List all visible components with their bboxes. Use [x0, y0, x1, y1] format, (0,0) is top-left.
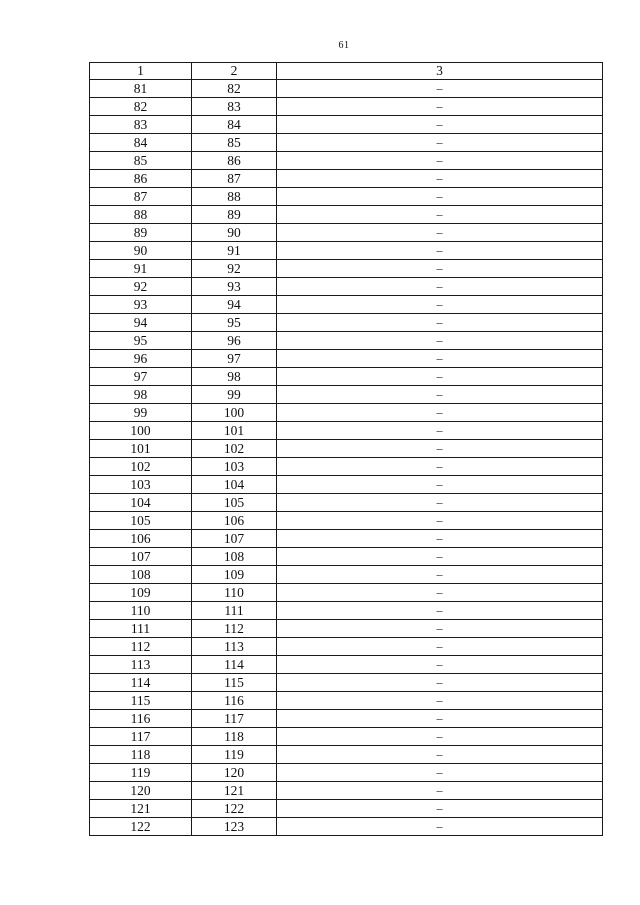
table-row: [90, 224, 603, 242]
table-cell-col-1: 106: [90, 530, 192, 548]
table-cell-col-2: 119: [192, 746, 277, 764]
table-cell-col-1: 119: [90, 764, 192, 782]
table-cell-col-1: 101: [90, 440, 192, 458]
table-cell-col-1: 111: [90, 620, 192, 638]
table-cell-col-2: 118: [192, 728, 277, 746]
table-row: [90, 692, 603, 710]
table-cell-col-3: –: [277, 584, 603, 602]
table-row: [90, 710, 603, 728]
table-cell-col-2: 90: [192, 224, 277, 242]
table-cell-col-2: 107: [192, 530, 277, 548]
table-cell-col-3: –: [277, 494, 603, 512]
table-row: [90, 80, 603, 98]
table-cell-col-3: –: [277, 764, 603, 782]
table-row: [90, 314, 603, 332]
table-cell-col-2: 99: [192, 386, 277, 404]
table-row: [90, 440, 603, 458]
table-cell-col-3: –: [277, 674, 603, 692]
table-cell-col-1: 98: [90, 386, 192, 404]
table-cell-col-1: 83: [90, 116, 192, 134]
table-row: [90, 188, 603, 206]
table-cell-col-1: 99: [90, 404, 192, 422]
table-cell-col-2: 109: [192, 566, 277, 584]
table-cell-col-2: 89: [192, 206, 277, 224]
table-row: [90, 278, 603, 296]
table-cell-col-2: 122: [192, 800, 277, 818]
table-row: [90, 638, 603, 656]
table-cell-col-2: 101: [192, 422, 277, 440]
table-cell-col-2: 104: [192, 476, 277, 494]
table-cell-col-1: 103: [90, 476, 192, 494]
table-row: [90, 764, 603, 782]
table-cell-col-1: 109: [90, 584, 192, 602]
table-cell-col-3: –: [277, 656, 603, 674]
table-cell-col-3: –: [277, 296, 603, 314]
table-cell-col-3: –: [277, 548, 603, 566]
table-cell-col-1: 116: [90, 710, 192, 728]
table-cell-col-1: 114: [90, 674, 192, 692]
table-cell-col-3: –: [277, 512, 603, 530]
table-cell-col-1: 108: [90, 566, 192, 584]
table-cell-col-2: 105: [192, 494, 277, 512]
table-cell-col-3: –: [277, 224, 603, 242]
table-cell-col-2: 106: [192, 512, 277, 530]
table-cell-col-2: 95: [192, 314, 277, 332]
table-row: [90, 332, 603, 350]
table-row: [90, 746, 603, 764]
table-row: [90, 458, 603, 476]
table-row: [90, 674, 603, 692]
table-row: [90, 404, 603, 422]
table-cell-col-2: 97: [192, 350, 277, 368]
page-number: 61: [338, 40, 350, 51]
table-cell-col-1: 102: [90, 458, 192, 476]
table-row: [90, 134, 603, 152]
table-cell-col-3: –: [277, 638, 603, 656]
table-cell-col-3: –: [277, 476, 603, 494]
table-cell-col-3: –: [277, 530, 603, 548]
table-cell-col-2: 102: [192, 440, 277, 458]
table-cell-col-2: 117: [192, 710, 277, 728]
table-cell-col-1: 84: [90, 134, 192, 152]
table-row: [90, 296, 603, 314]
column-header-1: 1: [90, 63, 192, 80]
table-cell-col-1: 115: [90, 692, 192, 710]
table-cell-col-1: 91: [90, 260, 192, 278]
table-row: [90, 494, 603, 512]
table-cell-col-3: –: [277, 818, 603, 836]
table-row: [90, 368, 603, 386]
table-cell-col-2: 103: [192, 458, 277, 476]
table-cell-col-3: –: [277, 440, 603, 458]
table-cell-col-3: –: [277, 710, 603, 728]
table-row: [90, 728, 603, 746]
table-cell-col-1: 105: [90, 512, 192, 530]
table-cell-col-3: –: [277, 242, 603, 260]
table-cell-col-1: 118: [90, 746, 192, 764]
table-row: [90, 584, 603, 602]
table-row: [90, 602, 603, 620]
table-cell-col-2: 96: [192, 332, 277, 350]
table-row: [90, 530, 603, 548]
table-cell-col-1: 92: [90, 278, 192, 296]
data-table-container: [89, 62, 602, 836]
table-row: [90, 782, 603, 800]
table-cell-col-1: 120: [90, 782, 192, 800]
table-row: [90, 260, 603, 278]
table-cell-col-3: –: [277, 602, 603, 620]
table-cell-col-3: –: [277, 620, 603, 638]
table-row: [90, 620, 603, 638]
table-cell-col-3: –: [277, 566, 603, 584]
table-cell-col-3: –: [277, 188, 603, 206]
table-cell-col-1: 96: [90, 350, 192, 368]
table-header: [90, 63, 603, 80]
table-cell-col-2: 85: [192, 134, 277, 152]
table-cell-col-1: 85: [90, 152, 192, 170]
table-cell-col-1: 93: [90, 296, 192, 314]
table-cell-col-1: 100: [90, 422, 192, 440]
table-row: [90, 512, 603, 530]
table-row: [90, 116, 603, 134]
table-cell-col-2: 123: [192, 818, 277, 836]
table-row: [90, 98, 603, 116]
table-cell-col-2: 114: [192, 656, 277, 674]
table-cell-col-3: –: [277, 152, 603, 170]
table-cell-col-2: 88: [192, 188, 277, 206]
table-cell-col-1: 95: [90, 332, 192, 350]
table-cell-col-2: 91: [192, 242, 277, 260]
table-cell-col-2: 113: [192, 638, 277, 656]
table-cell-col-2: 86: [192, 152, 277, 170]
table-cell-col-2: 116: [192, 692, 277, 710]
table-cell-col-3: –: [277, 800, 603, 818]
table-cell-col-2: 82: [192, 80, 277, 98]
table-cell-col-1: 104: [90, 494, 192, 512]
table-cell-col-3: –: [277, 170, 603, 188]
table-row: [90, 476, 603, 494]
table-cell-col-3: –: [277, 260, 603, 278]
data-table: [89, 62, 603, 836]
table-row: [90, 152, 603, 170]
table-cell-col-3: –: [277, 458, 603, 476]
table-row: [90, 242, 603, 260]
table-cell-col-3: –: [277, 206, 603, 224]
table-cell-col-3: –: [277, 80, 603, 98]
table-cell-col-3: –: [277, 422, 603, 440]
table-cell-col-2: 83: [192, 98, 277, 116]
table-cell-col-2: 92: [192, 260, 277, 278]
table-cell-col-1: 113: [90, 656, 192, 674]
table-cell-col-2: 115: [192, 674, 277, 692]
table-cell-col-3: –: [277, 782, 603, 800]
table-cell-col-1: 81: [90, 80, 192, 98]
table-cell-col-2: 93: [192, 278, 277, 296]
table-cell-col-3: –: [277, 386, 603, 404]
table-cell-col-1: 88: [90, 206, 192, 224]
table-cell-col-2: 94: [192, 296, 277, 314]
table-cell-col-3: –: [277, 116, 603, 134]
table-cell-col-3: –: [277, 368, 603, 386]
table-cell-col-3: –: [277, 692, 603, 710]
table-body: [90, 80, 603, 836]
column-header-3: 3: [277, 63, 603, 80]
table-cell-col-2: 108: [192, 548, 277, 566]
table-cell-col-1: 121: [90, 800, 192, 818]
table-row: [90, 566, 603, 584]
column-header-2: 2: [192, 63, 277, 80]
table-cell-col-1: 110: [90, 602, 192, 620]
table-row: [90, 170, 603, 188]
table-cell-col-1: 117: [90, 728, 192, 746]
table-cell-col-1: 94: [90, 314, 192, 332]
table-cell-col-2: 84: [192, 116, 277, 134]
table-row: [90, 206, 603, 224]
table-cell-col-2: 87: [192, 170, 277, 188]
table-cell-col-1: 87: [90, 188, 192, 206]
table-cell-col-3: –: [277, 350, 603, 368]
table-cell-col-3: –: [277, 332, 603, 350]
table-row: [90, 422, 603, 440]
table-row: [90, 656, 603, 674]
table-row: [90, 818, 603, 836]
table-row: [90, 800, 603, 818]
table-cell-col-1: 89: [90, 224, 192, 242]
table-cell-col-1: 122: [90, 818, 192, 836]
table-cell-col-3: –: [277, 98, 603, 116]
table-cell-col-2: 111: [192, 602, 277, 620]
table-cell-col-2: 121: [192, 782, 277, 800]
table-cell-col-1: 90: [90, 242, 192, 260]
table-cell-col-1: 112: [90, 638, 192, 656]
table-cell-col-3: –: [277, 404, 603, 422]
table-cell-col-1: 82: [90, 98, 192, 116]
table-header-row: [90, 63, 603, 80]
table-cell-col-1: 107: [90, 548, 192, 566]
table-cell-col-3: –: [277, 728, 603, 746]
table-cell-col-3: –: [277, 278, 603, 296]
table-row: [90, 350, 603, 368]
table-cell-col-3: –: [277, 134, 603, 152]
table-cell-col-2: 110: [192, 584, 277, 602]
table-row: [90, 548, 603, 566]
table-cell-col-2: 98: [192, 368, 277, 386]
table-cell-col-1: 97: [90, 368, 192, 386]
table-cell-col-3: –: [277, 314, 603, 332]
table-cell-col-2: 120: [192, 764, 277, 782]
table-cell-col-1: 86: [90, 170, 192, 188]
table-cell-col-3: –: [277, 746, 603, 764]
table-cell-col-2: 112: [192, 620, 277, 638]
table-row: [90, 386, 603, 404]
table-cell-col-2: 100: [192, 404, 277, 422]
